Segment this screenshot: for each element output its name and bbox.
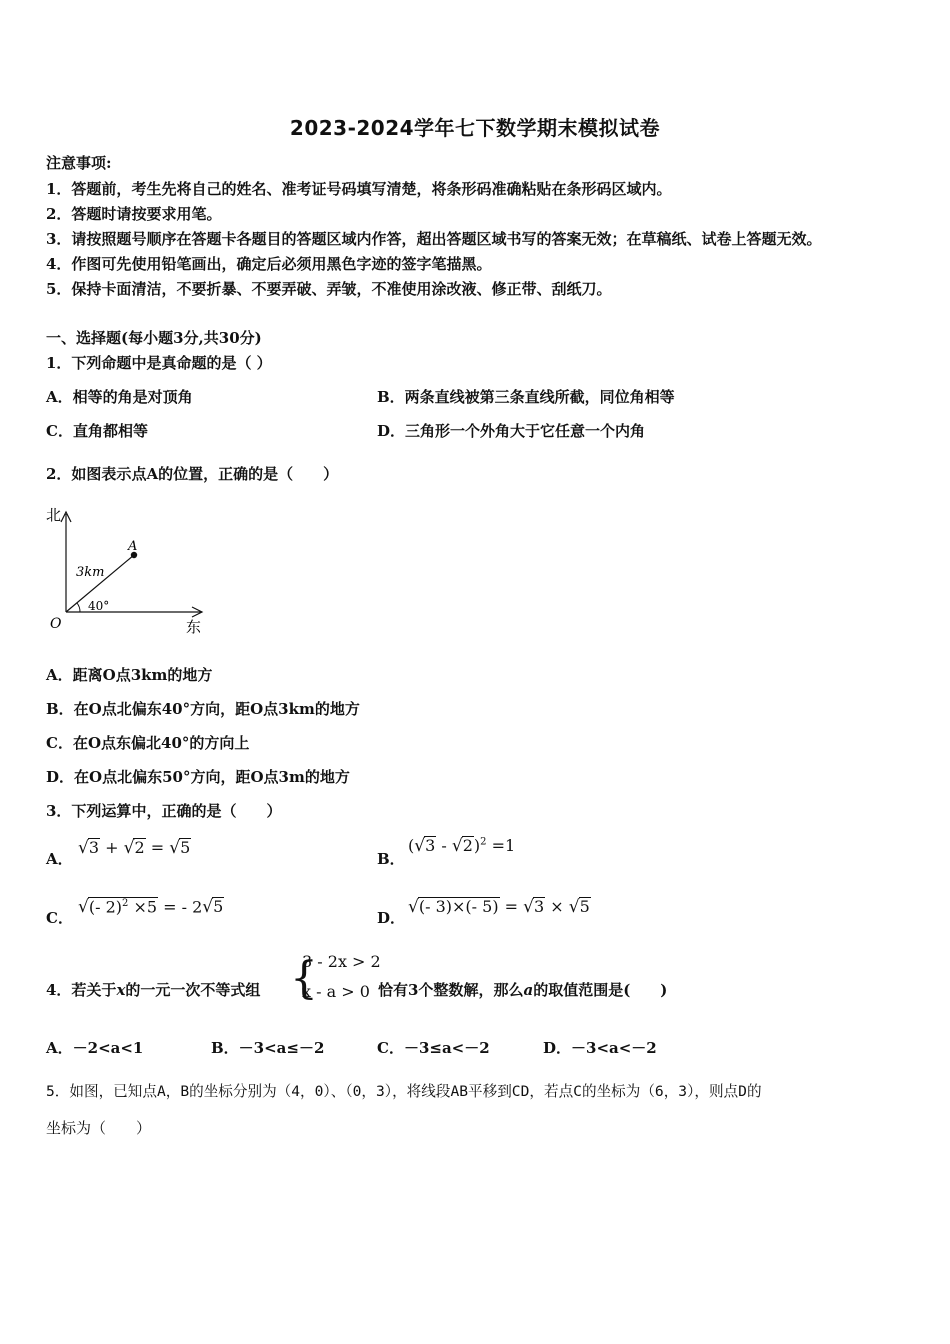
direction-figure (42, 504, 212, 644)
question-2-stem: 2．如图表示点A的位置，正确的是（ ） (46, 465, 339, 483)
page-title: 2023-2024学年七下数学期末模拟试卷 (289, 116, 661, 140)
q3-option-a-label: A． (46, 850, 73, 868)
origin-label: O (50, 616, 62, 632)
q2-option-d: D．在O点北偏东50°方向，距O点3m的地方 (46, 768, 350, 786)
q3-option-b-label: B． (377, 850, 405, 868)
q4-var-a: a (523, 981, 534, 999)
q3-option-d-label: D． (377, 909, 406, 927)
q2-option-b: B．在O点北偏东40°方向，距O点3km的地方 (46, 700, 360, 718)
q3-option-c-label: C． (46, 909, 73, 927)
q1-option-b: B．两条直线被第三条直线所截，同位角相等 (377, 388, 675, 406)
question-4-stem-cont (378, 979, 667, 1000)
q4-option-b: B．－3<a≤－2 (211, 1039, 325, 1057)
note-item: 4．作图可先使用铅笔画出，确定后必须用黑色字迹的签字笔描黑。 (46, 255, 492, 273)
q4-stem-mid: 的一元一次不等式组 (125, 981, 261, 999)
question-1-stem: 1．下列命题中是真命题的是（ ） (46, 354, 272, 372)
section-heading: 一、选择题(每小题3分,共30分) (46, 329, 262, 347)
q4-option-d: D．－3<a<－2 (543, 1039, 657, 1057)
question-5-line-2: 坐标为（ ） (46, 1119, 152, 1137)
q4-option-a: A．－2<a<1 (46, 1039, 144, 1057)
q4-stem-post: 恰有3个整数解，那么 (378, 981, 524, 999)
q3-option-d-formula: √(- 3)×(- 5) = √3 × √5 (408, 897, 590, 917)
q1-option-c: C．直角都相等 (46, 422, 148, 440)
angle-label: 40° (88, 599, 110, 613)
q1-option-a: A．相等的角是对顶角 (46, 388, 193, 406)
q3-option-c-formula: √(- 2)$^2$ ×5 = - 2√5 (78, 897, 224, 918)
q4-option-c: C．－3≤a<－2 (377, 1039, 490, 1057)
q1-option-d: D．三角形一个外角大于它任意一个内角 (377, 422, 646, 440)
note-item: 3．请按照题号顺序在答题卡各题目的答题区域内作答，超出答题区域书写的答案无效；在草稿纸、试卷上答题无效。 (46, 230, 822, 248)
question-4-stem (46, 979, 260, 1000)
q4-stem-end: 的取值范围是( ) (533, 981, 668, 999)
note-item: 1．答题前，考生先将自己的姓名、准考证号码填写清楚，将条形码准确粘贴在条形码区域内。 (46, 180, 672, 198)
q2-option-c: C．在O点东偏北40°的方向上 (46, 734, 250, 752)
inequality-system (290, 950, 390, 1012)
q4-var-x: x (116, 981, 126, 999)
q4-stem-pre: 4．若关于 (46, 981, 117, 999)
question-5-line-1: 5．如图，已知点A，B的坐标分别为（4，0）、（0，3），将线段AB平移到CD，若点C的坐标为（6，3），则点D的 (46, 1083, 762, 1100)
note-item: 2．答题时请按要求用笔。 (46, 205, 222, 223)
q3-option-b-formula: (√3 - √2)$^2$ =1 (408, 836, 516, 856)
point-a-label: A (128, 539, 138, 554)
north-label: 北 (46, 506, 62, 524)
distance-label: 3km (76, 565, 105, 580)
inequality-row-1: 3 - 2x > 2 (302, 952, 381, 971)
question-3-stem: 3．下列运算中，正确的是（ ） (46, 802, 282, 820)
left-brace-icon: { (290, 953, 318, 1004)
east-label: 东 (186, 618, 202, 636)
q3-option-a-formula: √3 + √2 = √5 (78, 838, 191, 858)
note-item: 5．保持卡面清洁，不要折暴、不要弄破、弄皱，不准使用涂改液、修正带、刮纸刀。 (46, 280, 612, 298)
q2-option-a: A．距离O点3km的地方 (46, 666, 213, 684)
notes-heading: 注意事项: (46, 154, 112, 172)
inequality-row-2: x - a > 0 (302, 982, 370, 1001)
